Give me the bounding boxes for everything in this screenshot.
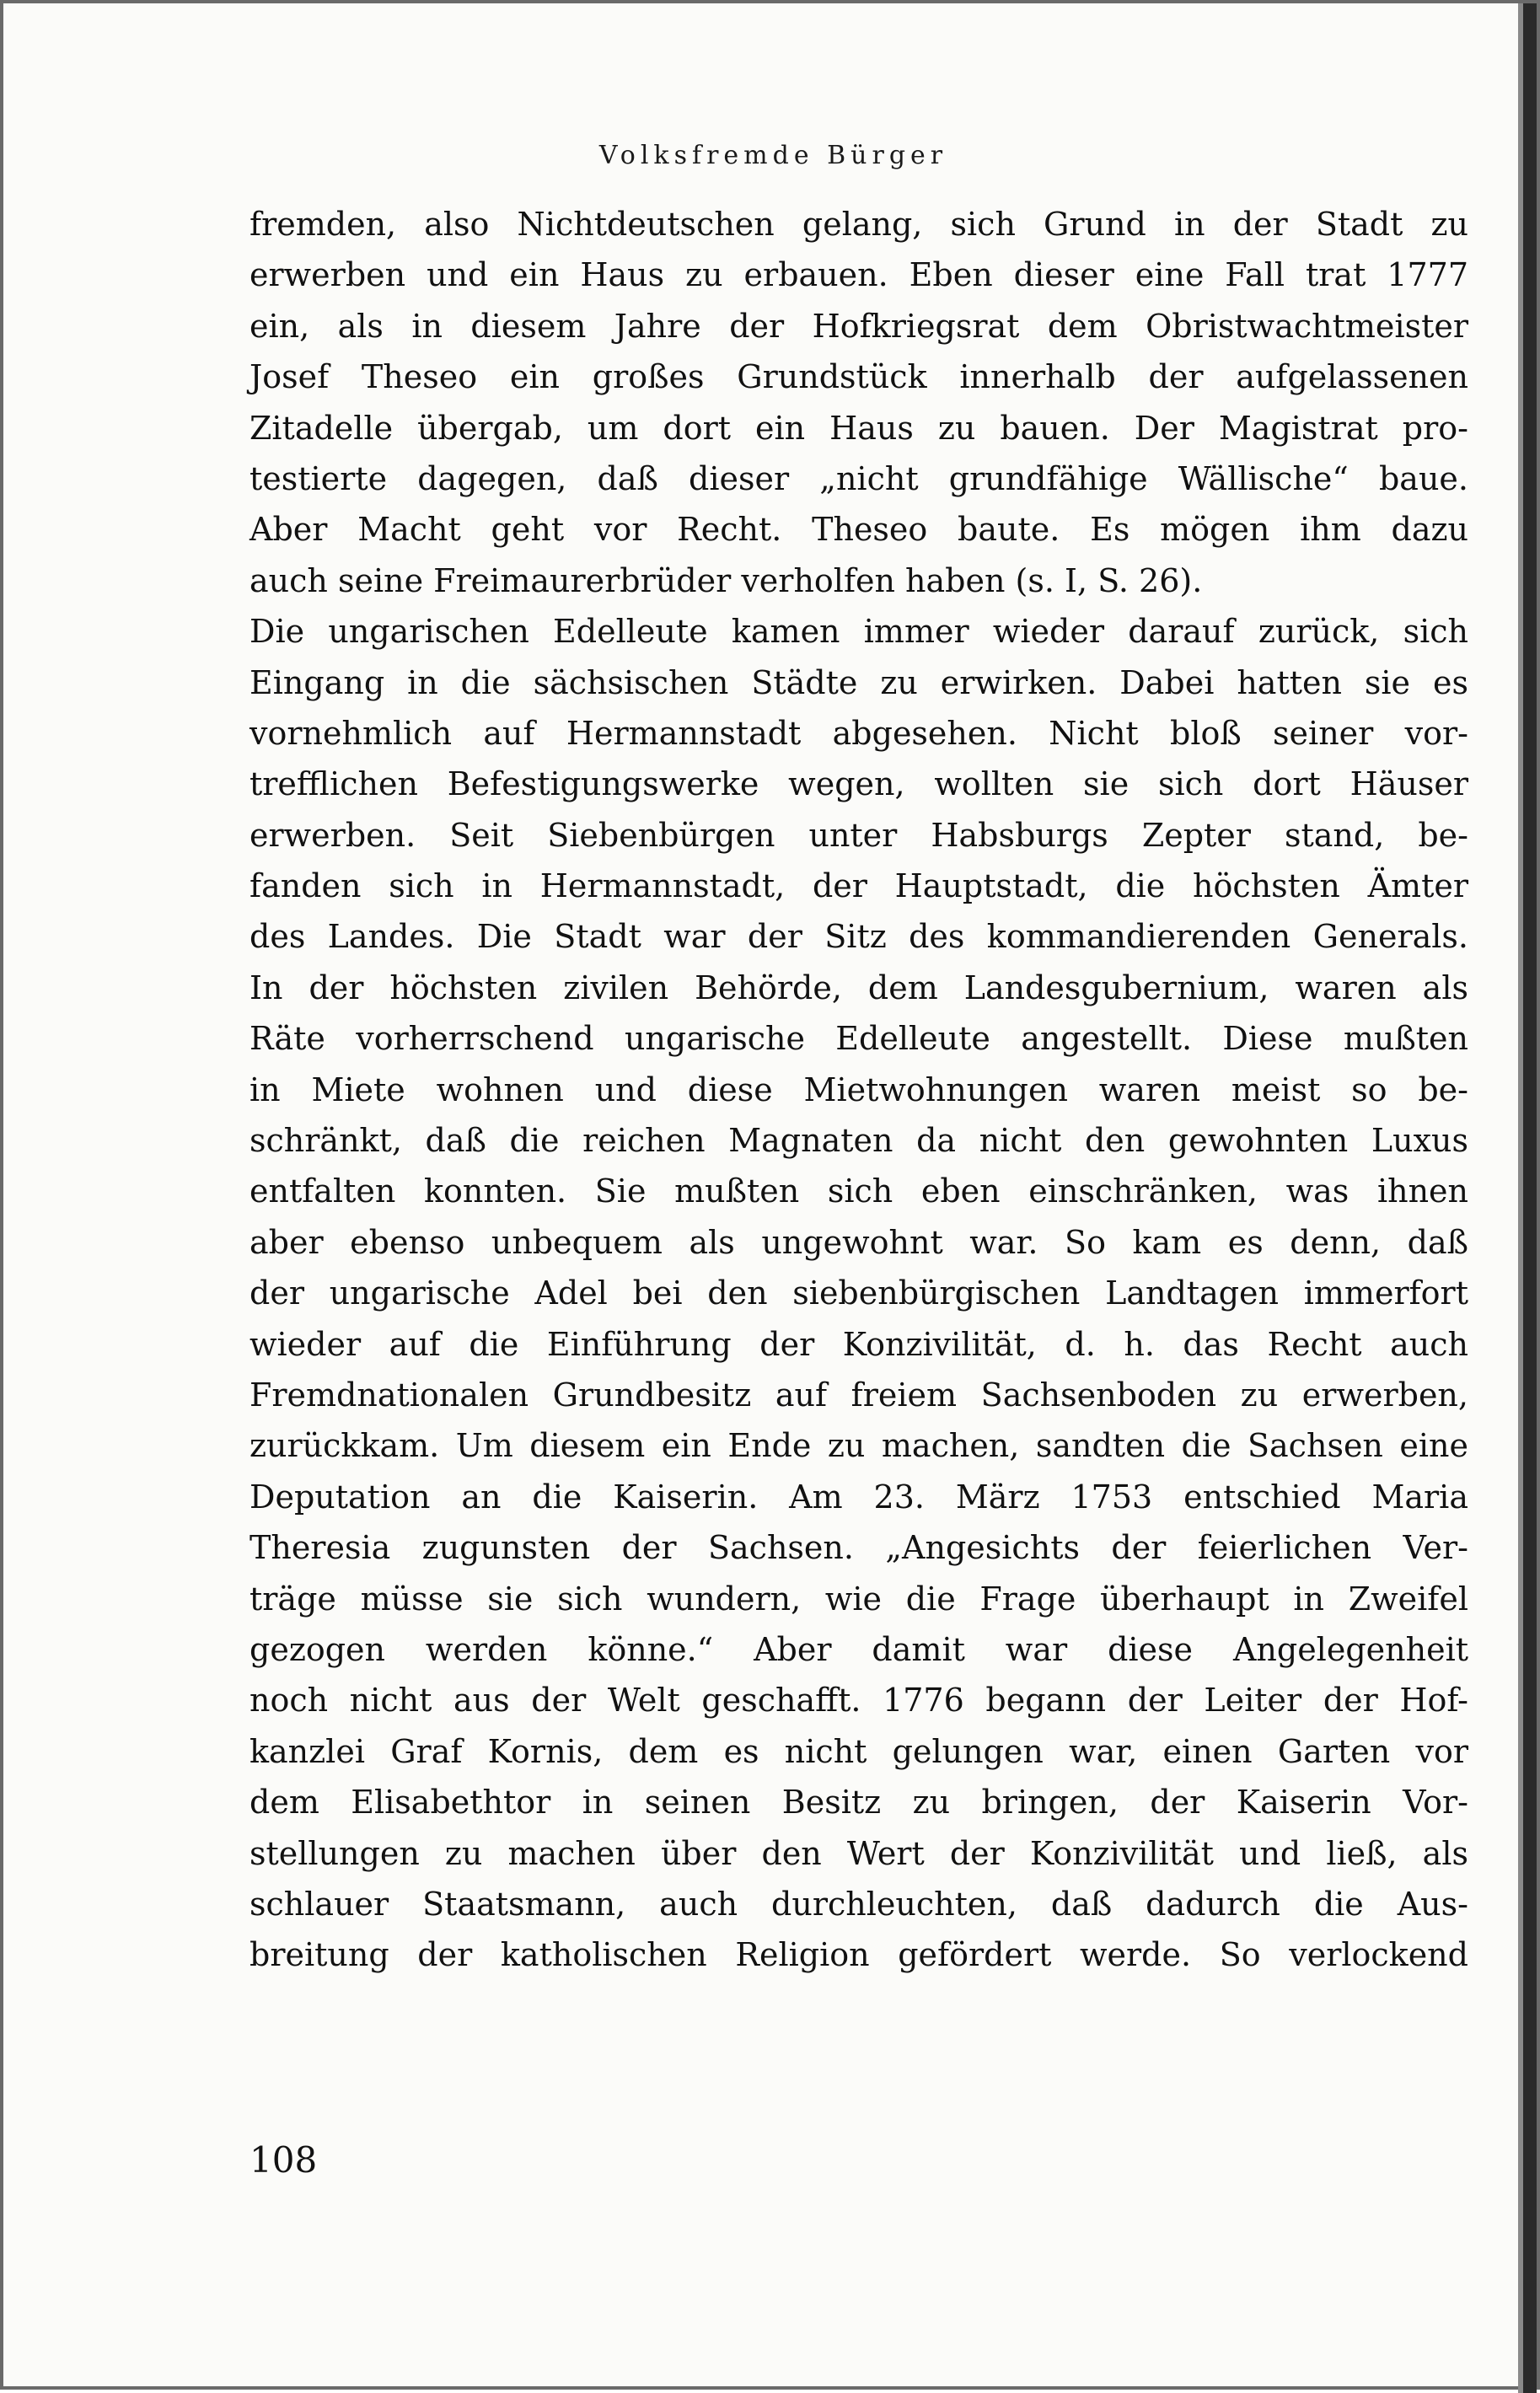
text-line: schränkt, daß die reichen Magnaten da nicht den gewohnten Luxus [250, 1122, 1468, 1160]
text-line: dem Elisabethtor in seinen Besitz zu bringen, der Kaiserin Vor- [250, 1784, 1468, 1822]
text-line: kanzlei Graf Kornis, dem es nicht gelungen war, einen Garten vor [250, 1732, 1468, 1770]
text-line: stellungen zu machen über den Wert der Konzivilität und ließ, als [250, 1834, 1468, 1872]
text-line: Josef Theseo ein großes Grundstück innerhalb der aufgelassenen [250, 358, 1468, 396]
text-line: Zitadelle übergab, um dort ein Haus zu bauen. Der Magistrat pro- [250, 409, 1468, 447]
text-line: Deputation an die Kaiserin. Am 23. März 1753 entschied Maria [250, 1478, 1468, 1516]
text-line: erwerben. Seit Siebenbürgen unter Habsburgs Zepter stand, be- [250, 816, 1468, 854]
text-line: aber ebenso unbequem als ungewohnt war. So kam es denn, daß [250, 1223, 1468, 1261]
page-edge [1523, 3, 1537, 2393]
text-line: des Landes. Die Stadt war der Sitz des kommandierenden Generals. [250, 918, 1468, 956]
text-line: entfalten konnten. Sie mußten sich eben einschränken, was ihnen [250, 1172, 1468, 1210]
text-line: noch nicht aus der Welt geschafft. 1776 begann der Leiter der Hof- [250, 1682, 1468, 1720]
text-line: Fremdnationalen Grundbesitz auf freiem Sachsenboden zu erwerben, [250, 1376, 1468, 1414]
text-line: ein, als in diesem Jahre der Hofkriegsrat dem Obristwachtmeister [250, 307, 1468, 345]
body-text [250, 199, 1468, 1981]
text-line: fremden, also Nichtdeutschen gelang, sich Grund in der Stadt zu [250, 206, 1468, 243]
text-line: Theresia zugunsten der Sachsen. „Angesichts der feierlichen Ver- [250, 1529, 1468, 1567]
text-line: gezogen werden könne.“ Aber damit war diese Angelegenheit [250, 1630, 1468, 1668]
text-line: auch seine Freimaurerbrüder verholfen haben (s. I, S. 26). [250, 561, 1203, 599]
text-line: zurückkam. Um diesem ein Ende zu machen, sandten die Sachsen eine [250, 1427, 1468, 1465]
text-line: vornehmlich auf Hermannstadt abgesehen. Nicht bloß seiner vor- [250, 714, 1468, 752]
text-line: testierte dagegen, daß dieser „nicht grundfähige Wällische“ baue. [250, 459, 1468, 497]
page-number: 108 [250, 2139, 318, 2181]
text-line: breitung der katholischen Religion gefördert werde. So verlockend [250, 1936, 1468, 1974]
text-line: der ungarische Adel bei den siebenbürgischen Landtagen immerfort [250, 1274, 1468, 1312]
text-line: schlauer Staatsmann, auch durchleuchten, daß dadurch die Aus- [250, 1885, 1468, 1923]
text-line: in Miete wohnen und diese Mietwohnungen waren meist so be- [250, 1070, 1468, 1108]
text-line: erwerben und ein Haus zu erbauen. Eben dieser eine Fall trat 1777 [250, 256, 1468, 294]
text-line: In der höchsten zivilen Behörde, dem Landesgubernium, waren als [250, 968, 1468, 1006]
text-line: Räte vorherrschend ungarische Edelleute angestellt. Diese mußten [250, 1020, 1468, 1058]
text-line: fanden sich in Hermannstadt, der Hauptstadt, die höchsten Ämter [250, 867, 1468, 905]
text-line: trefflichen Befestigungswerke wegen, wollten sie sich dort Häuser [250, 765, 1468, 803]
running-header: Volksfremde Bürger [598, 141, 948, 170]
text-line: Eingang in die sächsischen Städte zu erwirken. Dabei hatten sie es [250, 663, 1468, 701]
text-line: Die ungarischen Edelleute kamen immer wieder darauf zurück, sich [250, 613, 1468, 651]
text-line: Aber Macht geht vor Recht. Theseo baute. Es mögen ihm dazu [250, 511, 1468, 549]
text-line: träge müsse sie sich wundern, wie die Frage überhaupt in Zweifel [250, 1580, 1468, 1618]
text-line: wieder auf die Einführung der Konzivilität, d. h. das Recht auch [250, 1325, 1468, 1363]
